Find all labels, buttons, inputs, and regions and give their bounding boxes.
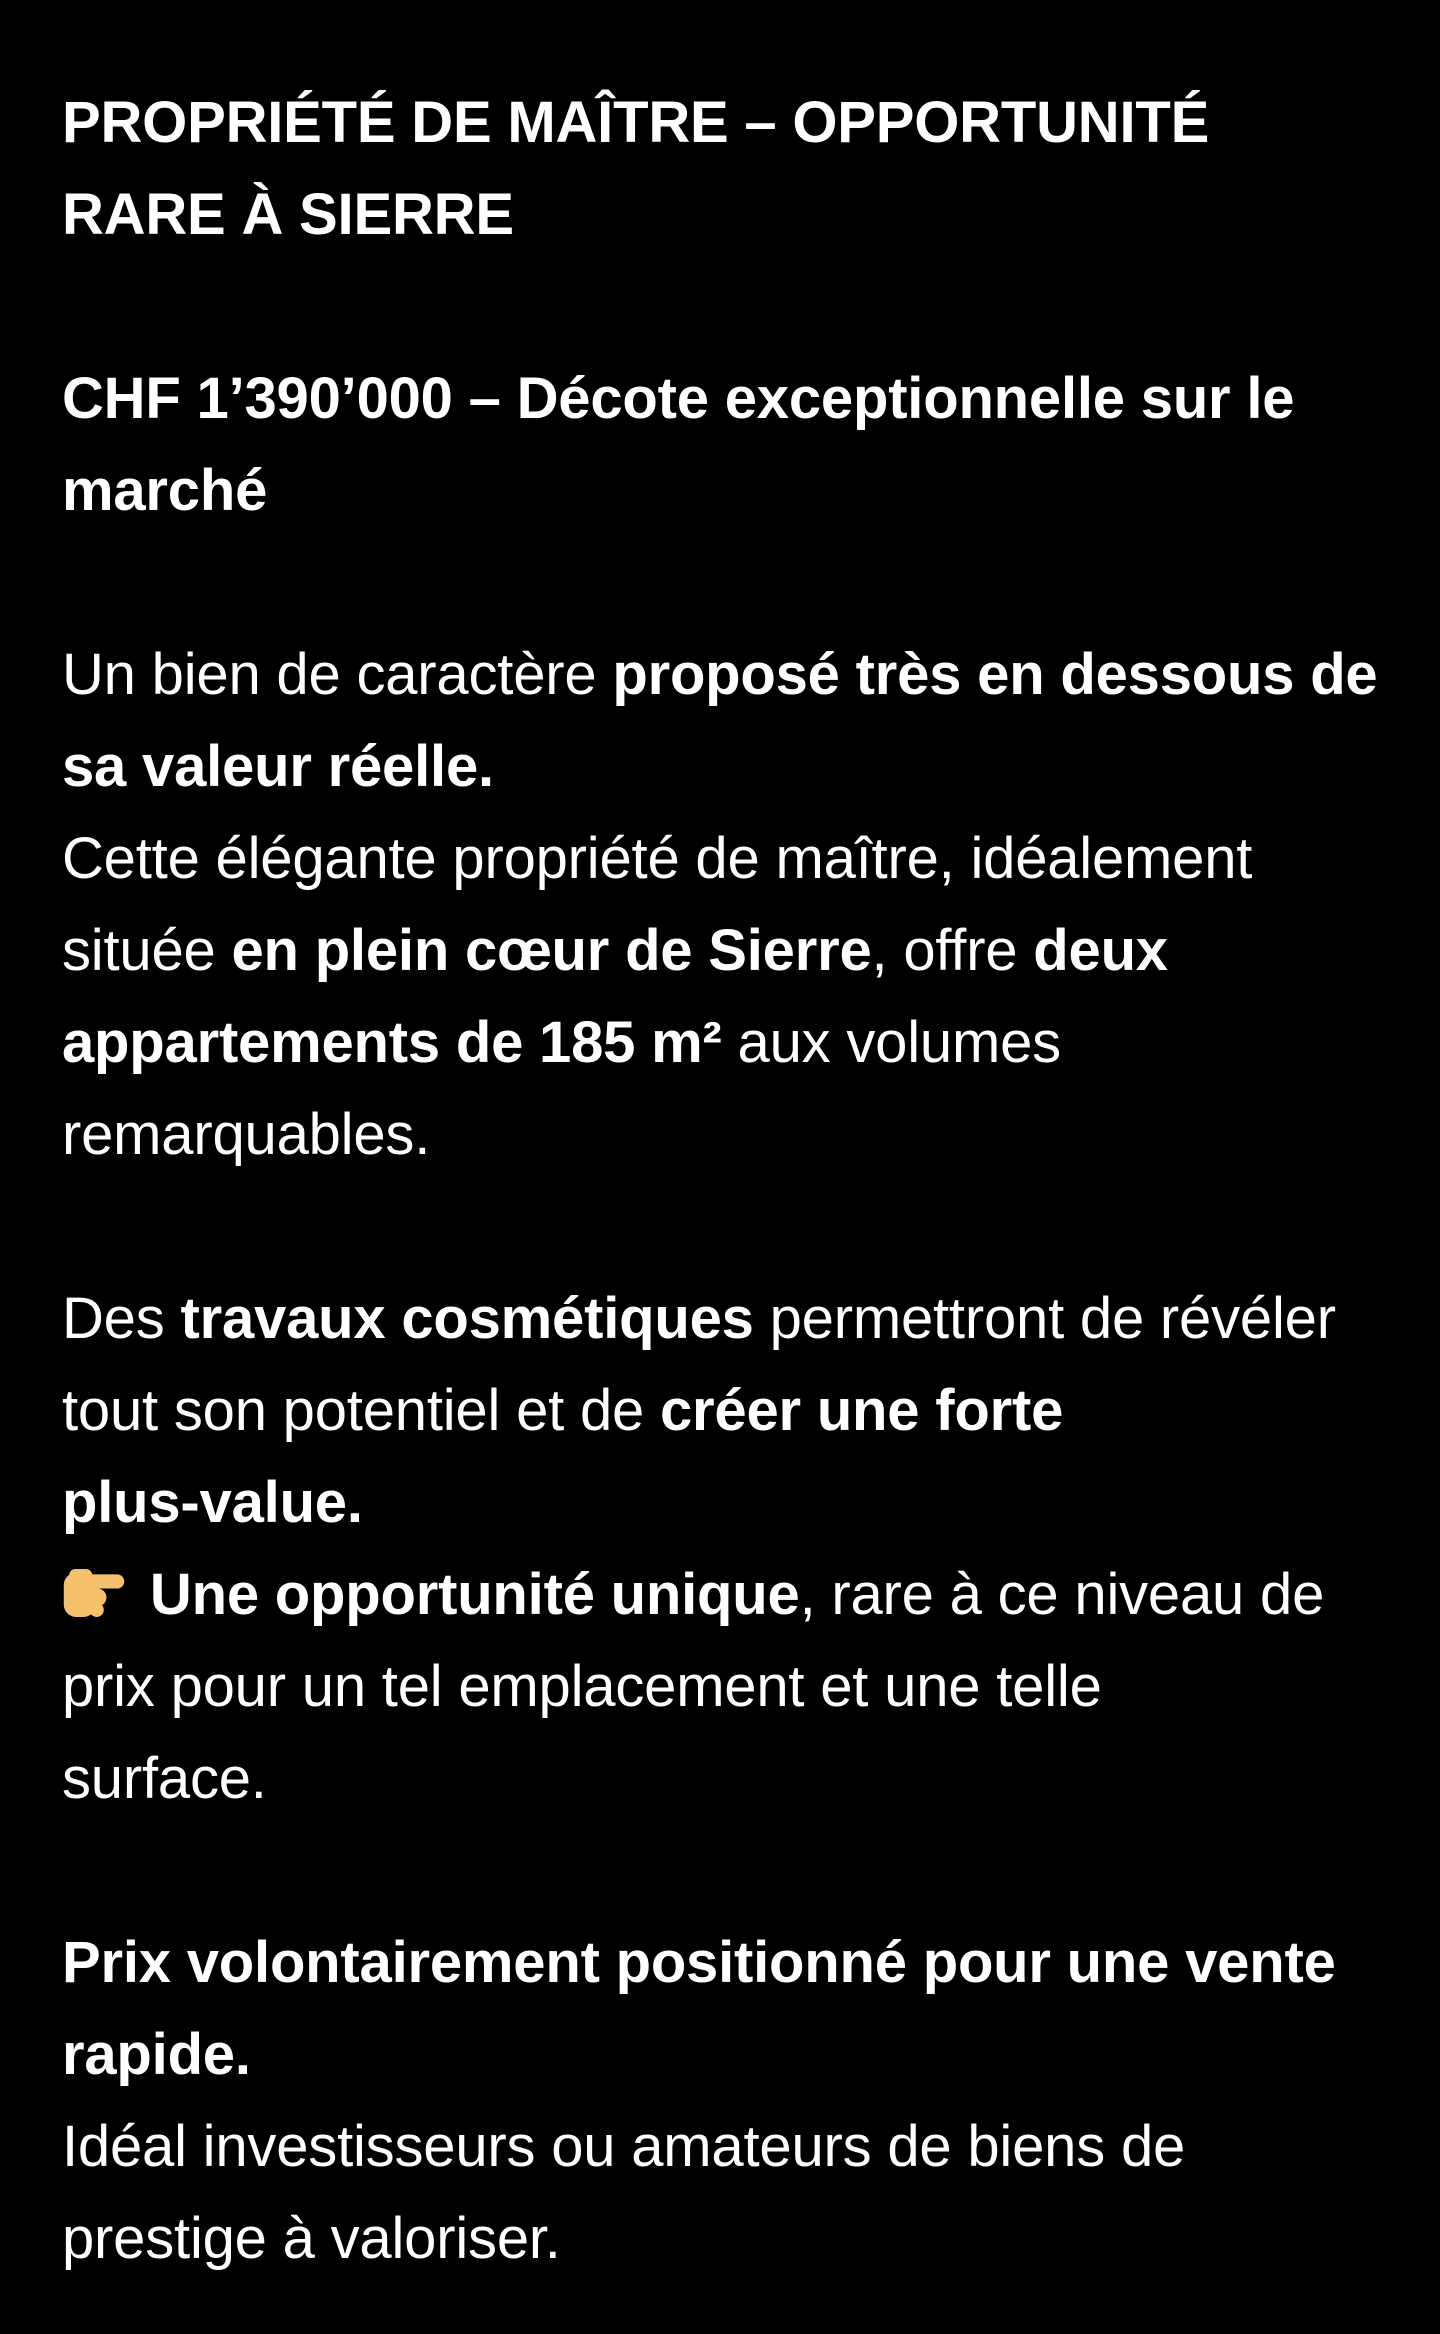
text-segment: , rare à ce niveau de [799, 1562, 1325, 1627]
text-segment: prestige à valoriser. [62, 2206, 561, 2271]
paragraph-value [62, 629, 1378, 1181]
text-segment: créer une forte [660, 1378, 1064, 1443]
paragraph-sale [62, 1917, 1378, 2285]
text-segment: Des [62, 1286, 181, 1351]
text-segment: deux [1033, 918, 1168, 983]
text-segment: travaux cosmétiques [180, 1286, 754, 1351]
text-segment: prix pour un tel emplacement et une telle [62, 1654, 1102, 1719]
listing-title [62, 77, 1378, 261]
text-segment: appartements de 185 m² [62, 1010, 722, 1075]
text-segment: remarquables. [62, 1102, 431, 1167]
text-segment: RARE À SIERRE [62, 182, 514, 247]
text-segment: Cette élégante propriété de maître, idéalement [62, 826, 1253, 891]
pointing-right-hand-icon [62, 1549, 126, 1641]
text-segment: en plein cœur de Sierre [231, 918, 872, 983]
text-segment: surface. [62, 1746, 267, 1811]
text-segment: Idéal investisseurs ou amateurs de biens de [62, 2114, 1186, 2179]
text-segment: CHF 1’390’000 – Décote exceptionnelle sur le [62, 366, 1295, 431]
text-segment: proposé très en dessous de [612, 642, 1378, 707]
text-segment: aux volumes [721, 1010, 1061, 1075]
text-segment: permettront de révéler [753, 1286, 1336, 1351]
text-segment: PROPRIÉTÉ DE MAÎTRE – OPPORTUNITÉ [62, 90, 1210, 155]
text-segment: rapide. [62, 2022, 251, 2087]
text-segment: , offre [871, 918, 1034, 983]
text-segment: Un bien de caractère [62, 642, 613, 707]
text-segment: Prix volontairement positionné pour une vente [62, 1930, 1336, 1995]
text-segment: marché [62, 458, 268, 523]
listing-description [62, 77, 1378, 2285]
paragraph-potential [62, 1273, 1378, 1825]
text-segment: plus-value. [62, 1470, 363, 1535]
listing-price [62, 353, 1378, 537]
text-segment: sa valeur réelle. [62, 734, 494, 799]
text-segment [134, 1562, 150, 1627]
text-segment: située [62, 918, 232, 983]
text-segment: tout son potentiel et de [62, 1378, 660, 1443]
text-segment: Une opportunité unique [149, 1562, 800, 1627]
